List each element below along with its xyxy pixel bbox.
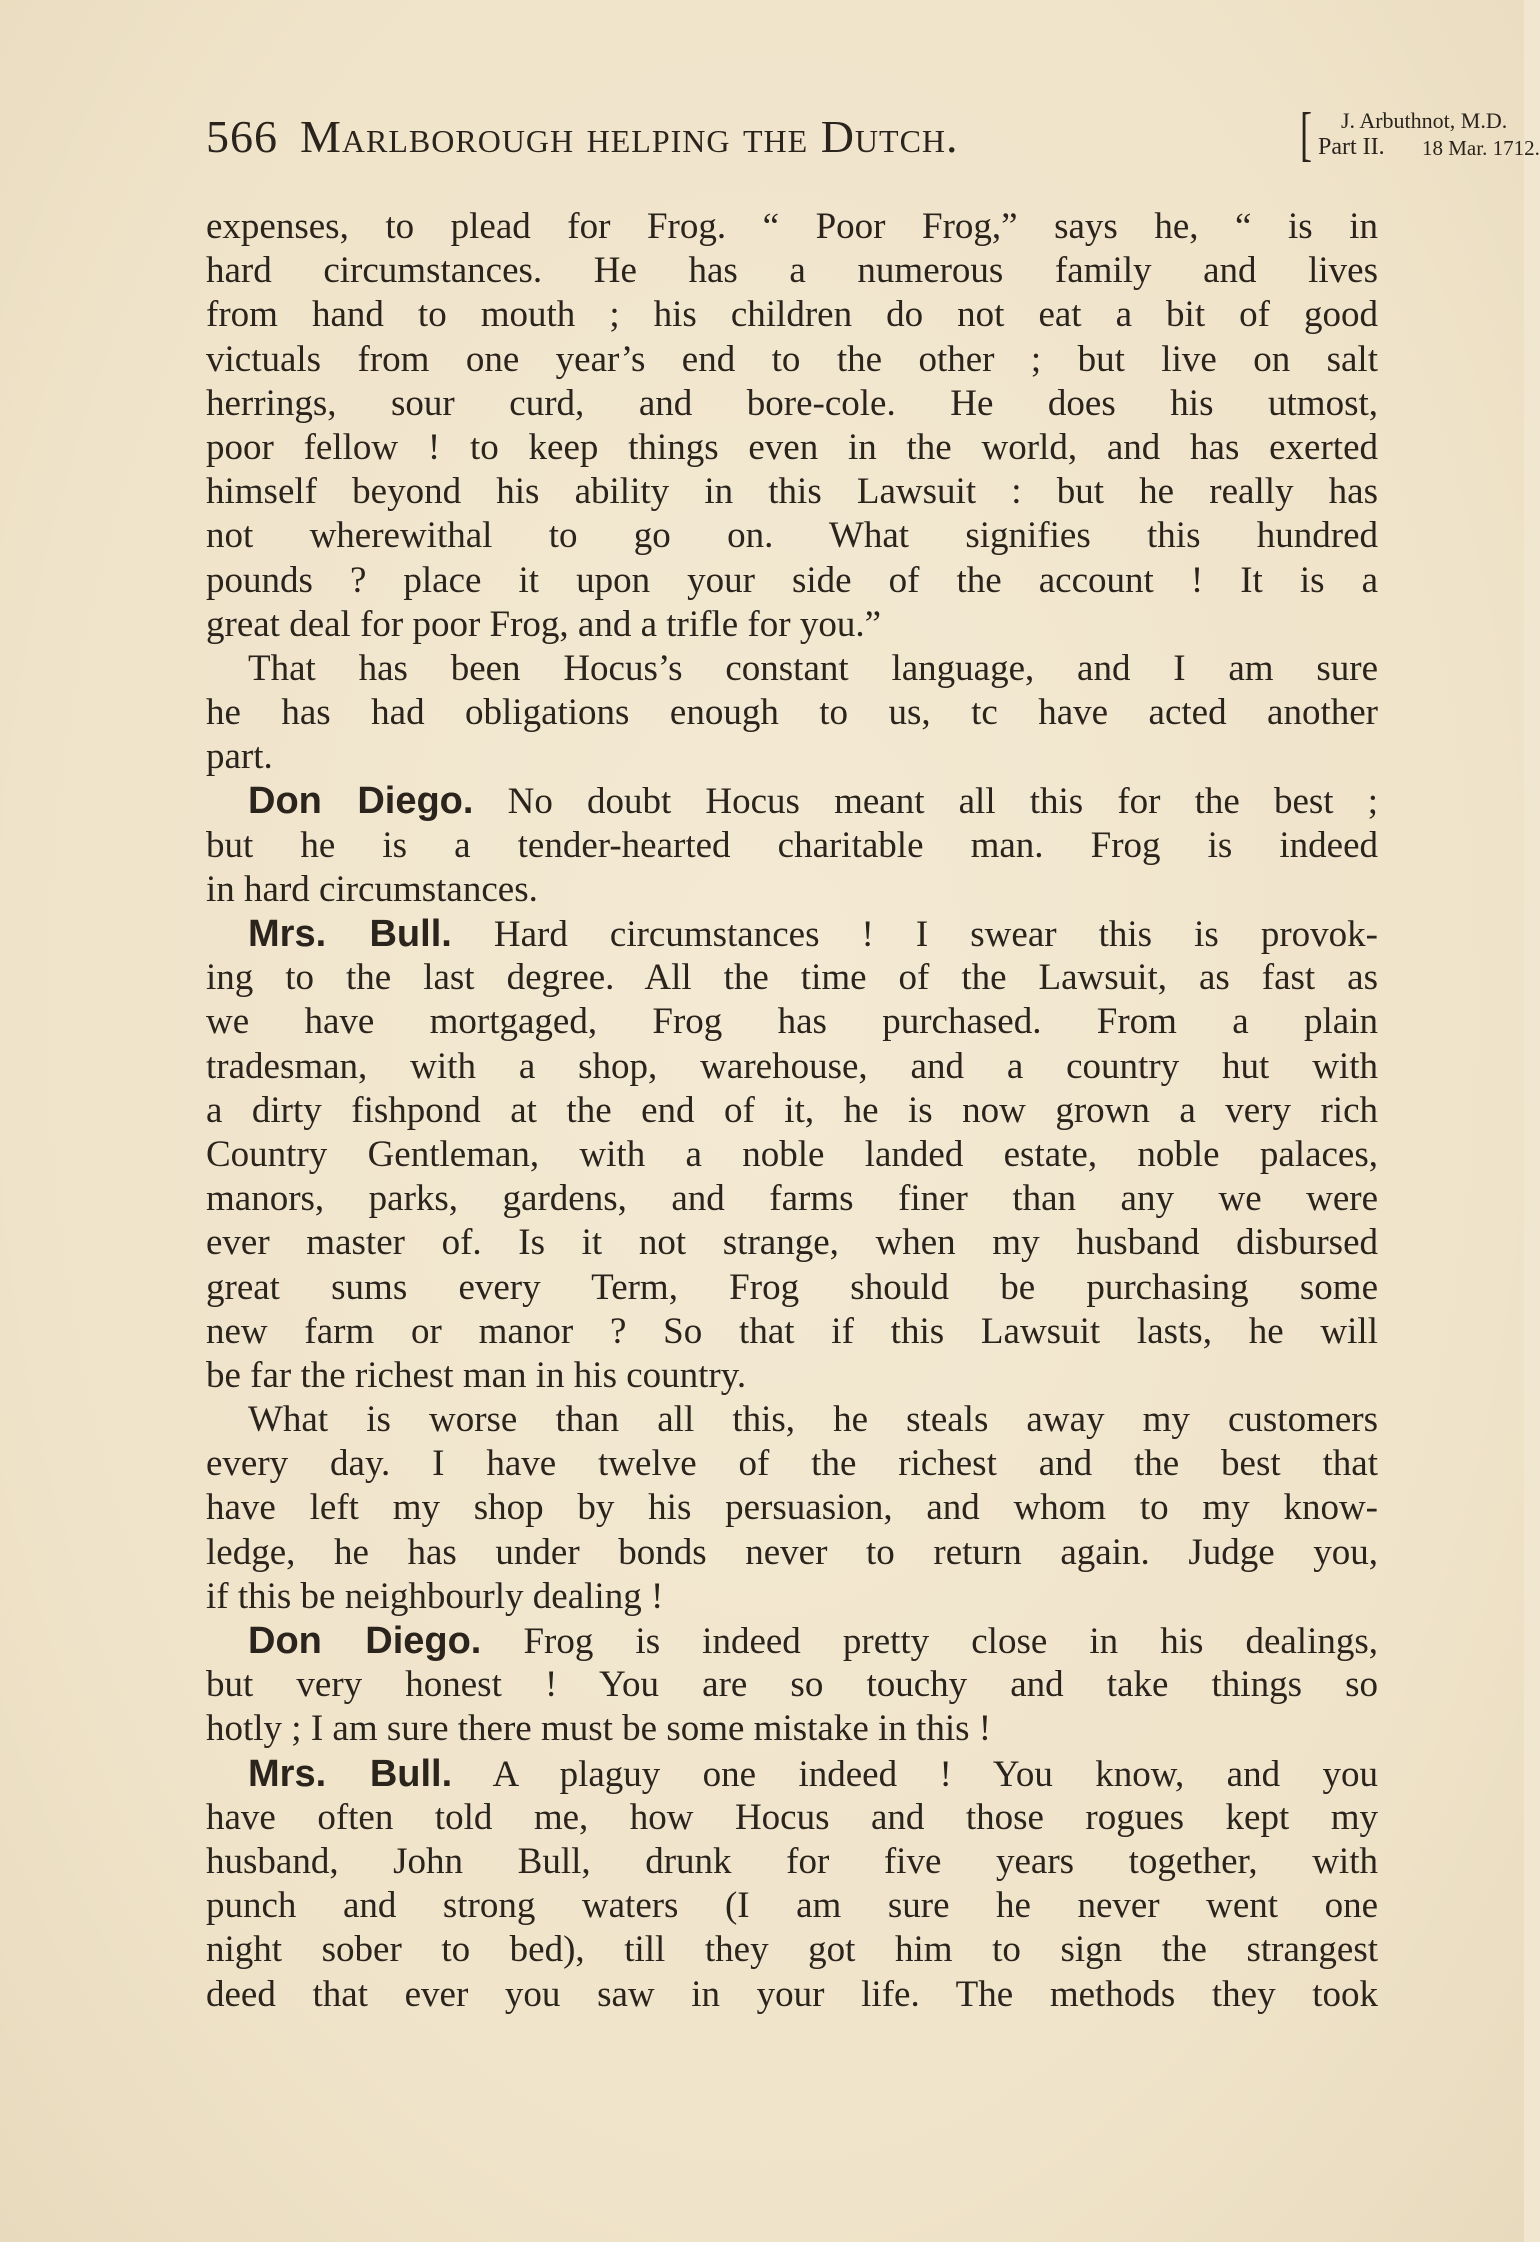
text-line <box>206 735 1378 779</box>
line-text: great sums every Term, Frog should be purchasing some <box>206 1266 1378 1308</box>
text-line <box>206 912 1378 956</box>
line-text: night sober to bed), till they got him to sign the strangest <box>206 1929 1378 1971</box>
text-line <box>206 1177 1378 1221</box>
line-text: pounds ? place it upon your side of the account ! It is a <box>206 559 1378 601</box>
text-line <box>206 824 1378 868</box>
text-line <box>206 293 1378 337</box>
line-text: hard circumstances. He has a numerous family and lives <box>206 250 1378 292</box>
text-line <box>206 470 1378 514</box>
line-text: but very honest ! You are so touchy and take things so <box>206 1664 1378 1706</box>
line-text: hotly ; I am sure there must be some mistake in this ! <box>206 1708 992 1750</box>
text-line <box>206 1442 1378 1486</box>
text-line <box>206 868 1378 912</box>
text-line <box>206 1354 1378 1398</box>
line-text: every day. I have twelve of the richest and the best that <box>206 1443 1378 1485</box>
text-line <box>206 1221 1378 1265</box>
text-line <box>206 956 1378 1000</box>
text-line <box>206 1840 1378 1884</box>
line-text: deed that ever you saw in your life. The methods they took <box>206 1973 1378 2015</box>
line-text: husband, John Bull, drunk for five years together, with <box>206 1840 1378 1882</box>
line-text: That has been Hocus’s constant language, and I am sure <box>248 647 1378 689</box>
line-text: What is worse than all this, he steals away my customers <box>248 1399 1378 1441</box>
speaker-name: Don Diego. <box>248 780 474 823</box>
text-line <box>206 1531 1378 1575</box>
line-text: he has had obligations enough to us, tc have acted another <box>206 692 1378 734</box>
page-number: 566 <box>206 111 278 162</box>
text-line <box>206 205 1378 249</box>
line-text: victuals from one year’s end to the other ; but live on salt <box>206 338 1378 380</box>
text-line <box>206 1045 1378 1089</box>
body-text <box>206 205 1378 2017</box>
text-line <box>206 1133 1378 1177</box>
text-line <box>206 1619 1378 1663</box>
line-text: expenses, to plead for Frog. “ Poor Frog,” says he, “ is in <box>206 206 1378 247</box>
line-text: great deal for poor Frog, and a trifle for you.” <box>206 603 881 645</box>
line-text: not wherewithal to go on. What signifies this hundred <box>206 515 1378 557</box>
line-text: poor fellow ! to keep things even in the world, and has exerted <box>206 426 1378 468</box>
running-title: Marlborough helping the Dutch. <box>300 111 959 162</box>
line-text: Frog is indeed pretty close in his dealings, <box>523 1621 1379 1662</box>
line-text: ledge, he has under bonds never to return again. Judge you, <box>206 1531 1378 1573</box>
header-author: J. Arbuthnot, M.D. <box>1341 108 1508 133</box>
line-text: Hard circumstances ! I swear this is provok- <box>493 914 1378 955</box>
text-line <box>206 514 1378 558</box>
text-line <box>206 1973 1378 2017</box>
text-line <box>206 1575 1378 1619</box>
line-text: Country Gentleman, with a noble landed estate, noble palaces, <box>206 1133 1378 1175</box>
header-part: Part II. <box>1318 134 1385 160</box>
speaker-name: Mrs. Bull. <box>248 1752 453 1795</box>
text-line <box>206 1310 1378 1354</box>
line-text: a dirty fishpond at the end of it, he is now grown a very rich <box>206 1089 1378 1131</box>
line-text: have often told me, how Hocus and those rogues kept my <box>206 1796 1378 1838</box>
text-line <box>206 603 1378 647</box>
text-line <box>206 779 1378 823</box>
text-line <box>206 1884 1378 1928</box>
text-line <box>206 426 1378 470</box>
text-line <box>206 1752 1378 1796</box>
line-text: ever master of. Is it not strange, when my husband disbursed <box>206 1222 1378 1264</box>
line-text: himself beyond his ability in this Lawsuit : but he really has <box>206 471 1378 513</box>
line-text: herrings, sour curd, and bore-cole. He does his utmost, <box>206 382 1378 424</box>
header-bracket: [ <box>1299 101 1312 167</box>
line-text: No doubt Hocus meant all this for the best ; <box>507 781 1378 823</box>
text-line <box>206 647 1378 691</box>
line-text: A plaguy one indeed ! You know, and you <box>492 1753 1378 1795</box>
text-line <box>206 1796 1378 1840</box>
text-line <box>206 1000 1378 1044</box>
text-line <box>206 382 1378 426</box>
text-line <box>206 691 1378 735</box>
line-text: part. <box>206 736 273 778</box>
text-line <box>206 338 1378 382</box>
speaker-name: Mrs. Bull. <box>248 913 452 955</box>
line-text: but he is a tender-hearted charitable man. Frog is indeed <box>206 824 1378 866</box>
line-text: tradesman, with a shop, warehouse, and a country hut with <box>206 1045 1378 1087</box>
line-text: from hand to mouth ; his children do not eat a bit of good <box>206 294 1378 336</box>
line-text: new farm or manor ? So that if this Lawsuit lasts, he will <box>206 1310 1378 1352</box>
running-header <box>206 101 1540 174</box>
text-line <box>206 249 1378 293</box>
line-text: manors, parks, gardens, and farms finer than any we were <box>206 1178 1378 1220</box>
line-text: punch and strong waters (I am sure he never went one <box>206 1885 1378 1927</box>
speaker-name: Don Diego. <box>248 1620 482 1662</box>
text-line <box>206 1398 1378 1442</box>
line-text: we have mortgaged, Frog has purchased. From a plain <box>206 1001 1378 1043</box>
line-text: have left my shop by his persuasion, and whom to my know- <box>206 1487 1378 1529</box>
text-line <box>206 1266 1378 1310</box>
line-text: if this be neighbourly dealing ! <box>206 1575 664 1617</box>
text-line <box>206 559 1378 603</box>
line-text: be far the richest man in his country. <box>206 1354 747 1396</box>
header-date: 18 Mar. 1712. <box>1422 136 1540 160</box>
text-line <box>206 1928 1378 1972</box>
text-line <box>206 1089 1378 1133</box>
line-text: in hard circumstances. <box>206 868 538 910</box>
text-line <box>206 1707 1378 1751</box>
text-line <box>206 1663 1378 1707</box>
line-text: ing to the last degree. All the time of the Lawsuit, as fast as <box>206 957 1378 999</box>
text-line <box>206 1486 1378 1530</box>
